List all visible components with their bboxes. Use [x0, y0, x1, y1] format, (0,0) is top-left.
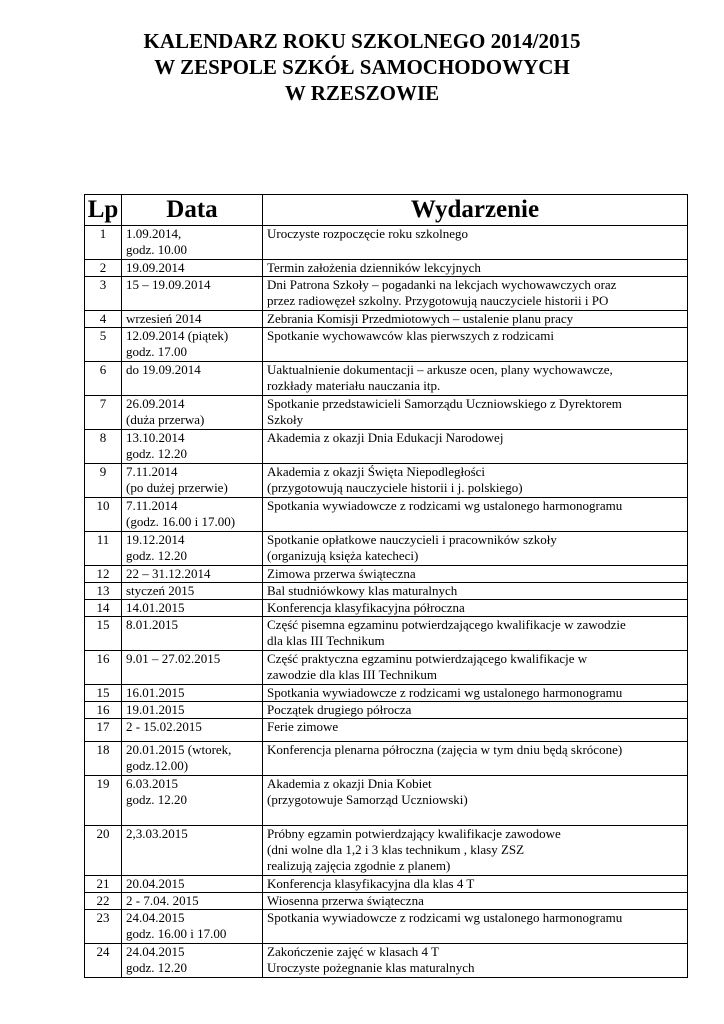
calendar-table — [84, 194, 688, 978]
row-lp: 5 — [85, 328, 122, 362]
row-lp: 19 — [85, 776, 122, 826]
row-event — [263, 498, 688, 532]
row-date-line: 2 - 7.04. 2015 — [126, 893, 199, 908]
table-header-row — [85, 195, 688, 226]
row-date-line: 6.03.2015 — [126, 776, 178, 791]
table-row — [85, 776, 688, 826]
row-event — [263, 362, 688, 396]
row-lp: 2 — [85, 260, 122, 277]
row-lp: 16 — [85, 651, 122, 685]
row-event — [263, 944, 688, 978]
row-date — [122, 396, 263, 430]
row-date-line: 24.04.2015 — [126, 944, 185, 959]
row-date — [122, 742, 263, 776]
row-date — [122, 944, 263, 978]
row-date-line: 19.12.2014 — [126, 532, 185, 547]
row-event-line: Zebrania Komisji Przedmiotowych – ustalenie planu pracy — [267, 311, 574, 326]
row-event-line: zawodzie dla klas III Technikum — [267, 667, 437, 682]
row-event-line: realizują zajęcia zgodnie z planem) — [267, 858, 451, 873]
row-date-line: 20.04.2015 — [126, 876, 185, 891]
table-row — [85, 226, 688, 260]
row-date — [122, 893, 263, 910]
row-event — [263, 776, 688, 826]
row-event-line: Wiosenna przerwa świąteczna — [267, 893, 424, 908]
row-event — [263, 617, 688, 651]
row-event-line: rozkłady materiału nauczania itp. — [267, 378, 441, 393]
table-row — [85, 498, 688, 532]
table-row — [85, 617, 688, 651]
row-date-line: godz. 10.00 — [126, 242, 188, 257]
table-row — [85, 893, 688, 910]
row-event — [263, 396, 688, 430]
row-event-line: Akademia z okazji Dnia Kobiet — [267, 776, 432, 791]
table-row — [85, 566, 688, 583]
table-row — [85, 362, 688, 396]
row-date-line: godz. 12.20 — [126, 792, 188, 807]
row-lp: 6 — [85, 362, 122, 396]
row-lp: 17 — [85, 719, 122, 742]
row-date — [122, 362, 263, 396]
row-lp: 3 — [85, 277, 122, 311]
row-date — [122, 617, 263, 651]
row-date — [122, 776, 263, 826]
row-date — [122, 260, 263, 277]
row-date — [122, 498, 263, 532]
row-date-line: 26.09.2014 — [126, 396, 185, 411]
row-event — [263, 826, 688, 876]
header-event: Wydarzenie — [263, 195, 688, 226]
row-date-line: 19.01.2015 — [126, 702, 185, 717]
row-event-line: Uroczyste pożegnanie klas maturalnych — [267, 960, 475, 975]
row-date — [122, 328, 263, 362]
row-lp: 10 — [85, 498, 122, 532]
row-date-line: 20.01.2015 (wtorek, — [126, 742, 232, 757]
row-event-line: (przygotowuje Samorząd Uczniowski) — [267, 792, 468, 807]
row-date-line: godz. 12.20 — [126, 960, 188, 975]
row-date-line: (godz. 16.00 i 17.00) — [126, 514, 236, 529]
row-event — [263, 226, 688, 260]
row-event-line: Termin założenia dzienników lekcyjnych — [267, 260, 481, 275]
row-event-line: (organizują księża katecheci) — [267, 548, 419, 563]
row-date-line: 24.04.2015 — [126, 910, 185, 925]
row-event — [263, 685, 688, 702]
row-lp: 16 — [85, 702, 122, 719]
row-lp: 4 — [85, 311, 122, 328]
title-line-2: W ZESPOLE SZKÓŁ SAMOCHODOWYCH — [154, 55, 570, 79]
row-event-line: Zimowa przerwa świąteczna — [267, 566, 416, 581]
table-row — [85, 583, 688, 600]
row-date — [122, 532, 263, 566]
row-date-line: godz. 12.20 — [126, 446, 188, 461]
row-event — [263, 893, 688, 910]
row-event-line: Część praktyczna egzaminu potwierdzającego kwalifikacje w — [267, 651, 588, 666]
row-date — [122, 566, 263, 583]
row-event — [263, 430, 688, 464]
row-date — [122, 685, 263, 702]
title-line-1: KALENDARZ ROKU SZKOLNEGO 2014/2015 — [143, 29, 581, 53]
row-event-line: Początek drugiego półrocza — [267, 702, 412, 717]
row-lp: 15 — [85, 685, 122, 702]
table-row — [85, 876, 688, 893]
table-row — [85, 944, 688, 978]
row-lp: 1 — [85, 226, 122, 260]
row-date-line: 9.01 – 27.02.2015 — [126, 651, 221, 666]
row-lp: 21 — [85, 876, 122, 893]
row-date — [122, 430, 263, 464]
row-date-line: (duża przerwa) — [126, 412, 205, 427]
table-row — [85, 719, 688, 742]
row-date — [122, 583, 263, 600]
row-lp: 24 — [85, 944, 122, 978]
row-lp: 18 — [85, 742, 122, 776]
row-event-line: Spotkania wywiadowcze z rodzicami wg ustalonego harmonogramu — [267, 910, 623, 925]
row-date-line: 22 – 31.12.2014 — [126, 566, 211, 581]
row-lp: 11 — [85, 532, 122, 566]
table-row — [85, 260, 688, 277]
table-row — [85, 311, 688, 328]
row-event-line: Ferie zimowe — [267, 719, 339, 734]
row-event-line: Dni Patrona Szkoły – pogadanki na lekcjach wychowawczych oraz — [267, 277, 617, 292]
table-row — [85, 464, 688, 498]
row-event — [263, 651, 688, 685]
row-lp: 23 — [85, 910, 122, 944]
row-date-line: godz. 16.00 i 17.00 — [126, 926, 227, 941]
row-lp: 7 — [85, 396, 122, 430]
row-date-line: 2 - 15.02.2015 — [126, 719, 202, 734]
row-event-line: Akademia z okazji Dnia Edukacji Narodowej — [267, 430, 504, 445]
row-date-line: (po dużej przerwie) — [126, 480, 228, 495]
row-date-line: styczeń 2015 — [126, 583, 195, 598]
row-event — [263, 910, 688, 944]
row-event-line: Uaktualnienie dokumentacji – arkusze ocen, plany wychowawcze, — [267, 362, 613, 377]
header-date: Data — [122, 195, 263, 226]
table-row — [85, 685, 688, 702]
table-row — [85, 532, 688, 566]
table-row — [85, 742, 688, 776]
title-line-3: W RZESZOWIE — [284, 81, 440, 105]
row-event — [263, 702, 688, 719]
row-date — [122, 600, 263, 617]
row-date-line: 14.01.2015 — [126, 600, 185, 615]
row-event — [263, 600, 688, 617]
row-event-line: przez radiowęzeł szkolny. Przygotowują nauczyciele historii i PO — [267, 293, 609, 308]
table-row — [85, 600, 688, 617]
row-event-line: Spotkanie opłatkowe nauczycieli i pracowników szkoły — [267, 532, 557, 547]
row-lp: 15 — [85, 617, 122, 651]
row-date-line: godz.12.00) — [126, 758, 189, 773]
row-date-line: 7.11.2014 — [126, 464, 178, 479]
table-row — [85, 651, 688, 685]
row-event-line: Bal studniówkowy klas maturalnych — [267, 583, 458, 598]
row-event — [263, 583, 688, 600]
row-date-line: 13.10.2014 — [126, 430, 185, 445]
row-lp: 12 — [85, 566, 122, 583]
row-date-line: 2,3.03.2015 — [126, 826, 188, 841]
row-event — [263, 277, 688, 311]
row-event-line: Szkoły — [267, 412, 304, 427]
row-date-line: 8.01.2015 — [126, 617, 178, 632]
row-date — [122, 876, 263, 893]
row-event-line: Akademia z okazji Święta Niepodległości — [267, 464, 486, 479]
row-date — [122, 702, 263, 719]
row-event — [263, 532, 688, 566]
row-event — [263, 311, 688, 328]
row-event-line: Spotkanie przedstawicieli Samorządu Uczniowskiego z Dyrektorem — [267, 396, 622, 411]
row-event — [263, 742, 688, 776]
row-lp: 20 — [85, 826, 122, 876]
row-date-line: 16.01.2015 — [126, 685, 185, 700]
table-row — [85, 328, 688, 362]
row-event — [263, 566, 688, 583]
row-lp: 14 — [85, 600, 122, 617]
table-row — [85, 826, 688, 876]
row-date — [122, 464, 263, 498]
row-lp: 22 — [85, 893, 122, 910]
table-row — [85, 396, 688, 430]
row-event-line: (przygotowują nauczyciele historii i j. polskiego) — [267, 480, 523, 495]
row-event-line: Część pisemna egzaminu potwierdzającego kwalifikacje w zawodzie — [267, 617, 626, 632]
row-date — [122, 719, 263, 742]
row-date — [122, 277, 263, 311]
row-date-line: godz. 12.20 — [126, 548, 188, 563]
row-event-line: (dni wolne dla 1,2 i 3 klas technikum , klasy ZSZ — [267, 842, 525, 857]
row-date-line: 12.09.2014 (piątek) — [126, 328, 229, 343]
row-event — [263, 719, 688, 742]
row-date-line: 1.09.2014, — [126, 226, 182, 241]
row-date — [122, 651, 263, 685]
table-row — [85, 430, 688, 464]
row-event — [263, 464, 688, 498]
row-date — [122, 226, 263, 260]
row-event-line: Konferencja klasyfikacyjna półroczna — [267, 600, 465, 615]
row-event-line: Konferencja klasyfikacyjna dla klas 4 T — [267, 876, 475, 891]
table-row — [85, 910, 688, 944]
row-date — [122, 826, 263, 876]
row-date-line: 19.09.2014 — [126, 260, 185, 275]
row-date-line: wrzesień 2014 — [126, 311, 202, 326]
row-event — [263, 876, 688, 893]
row-event-line: Uroczyste rozpoczęcie roku szkolnego — [267, 226, 469, 241]
row-event — [263, 260, 688, 277]
row-event-line: Próbny egzamin potwierdzający kwalifikacje zawodowe — [267, 826, 561, 841]
row-lp: 9 — [85, 464, 122, 498]
row-event-line: Konferencja plenarna półroczna (zajęcia w tym dniu będą skrócone) — [267, 742, 623, 757]
row-date-line: 15 – 19.09.2014 — [126, 277, 211, 292]
row-event-line: Spotkanie wychowawców klas pierwszych z rodzicami — [267, 328, 554, 343]
row-event-line: Zakończenie zajęć w klasach 4 T — [267, 944, 439, 959]
row-date — [122, 910, 263, 944]
row-date-line: do 19.09.2014 — [126, 362, 201, 377]
row-lp: 8 — [85, 430, 122, 464]
header-lp: Lp — [85, 195, 122, 226]
row-date-line: 7.11.2014 — [126, 498, 178, 513]
document-title — [0, 28, 724, 106]
row-lp: 13 — [85, 583, 122, 600]
row-date — [122, 311, 263, 328]
row-date-line: godz. 17.00 — [126, 344, 188, 359]
table-row — [85, 277, 688, 311]
row-event-line: Spotkania wywiadowcze z rodzicami wg ustalonego harmonogramu — [267, 498, 623, 513]
table-row — [85, 702, 688, 719]
row-event — [263, 328, 688, 362]
row-event-line: Spotkania wywiadowcze z rodzicami wg ustalonego harmonogramu — [267, 685, 623, 700]
row-event-line: dla klas III Technikum — [267, 633, 385, 648]
